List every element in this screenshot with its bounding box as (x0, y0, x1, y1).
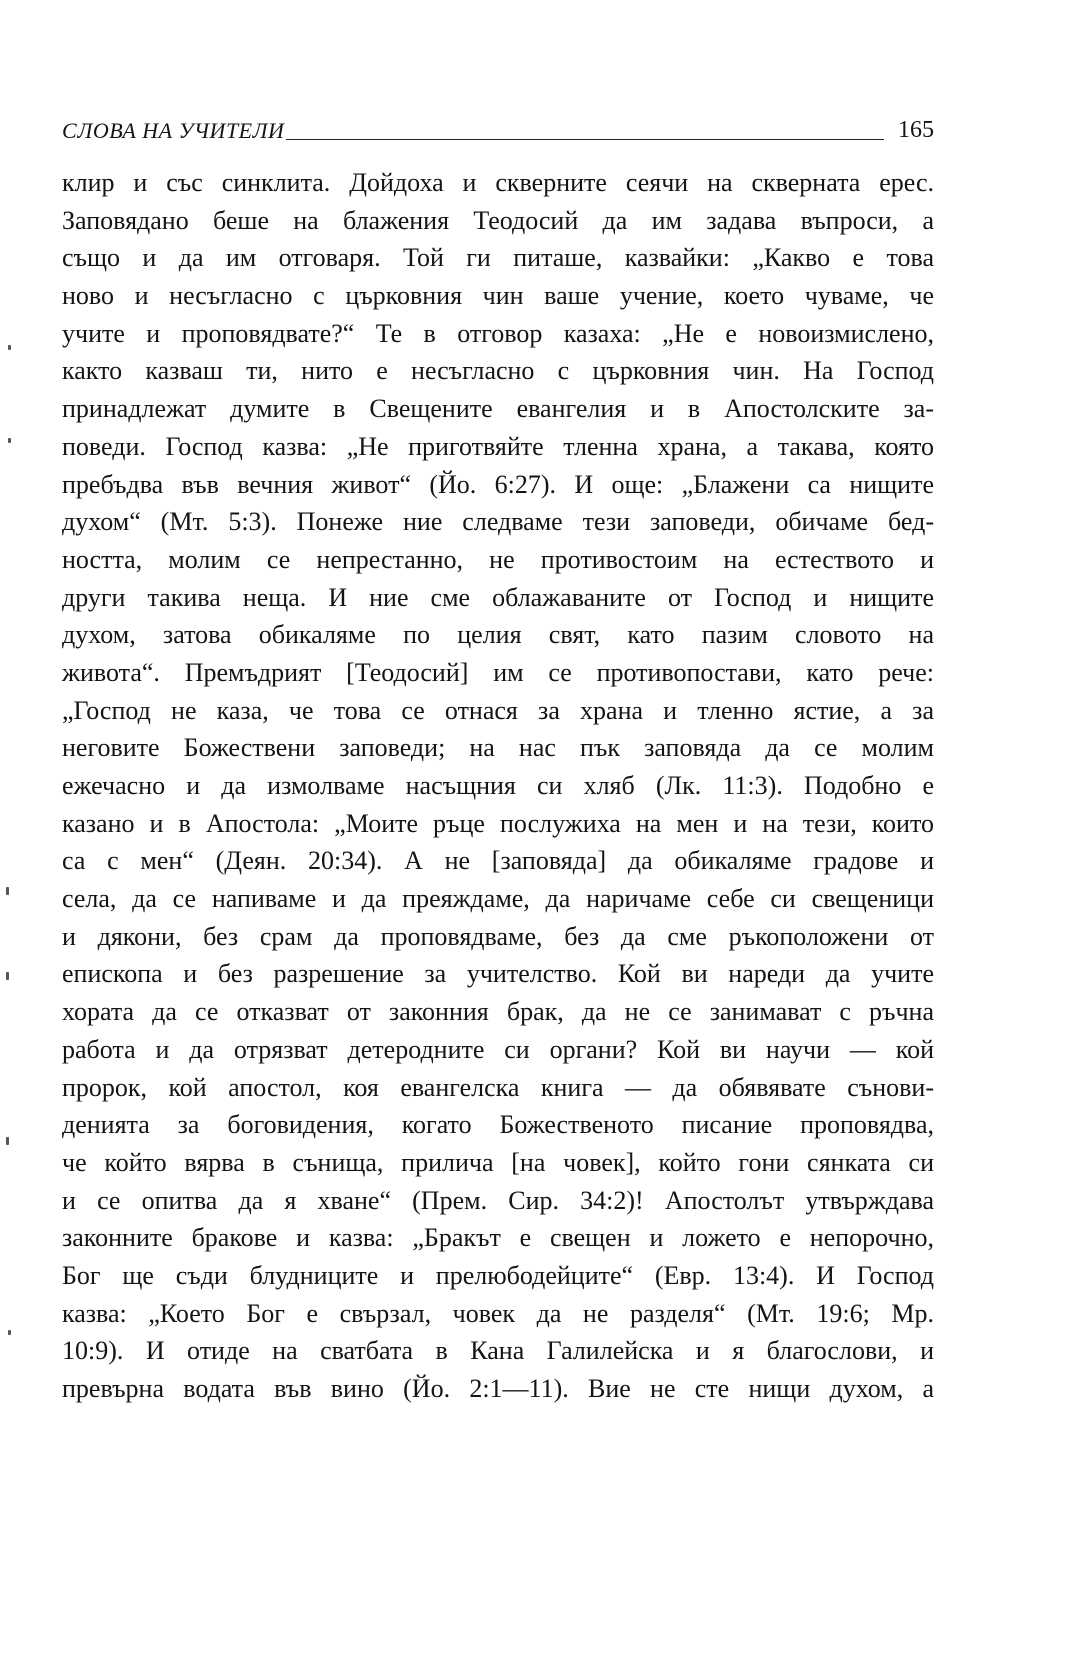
scan-speck (6, 972, 9, 980)
text-line: Заповядано беше на блажения Теодосий да им задава въпроси, а (62, 205, 934, 235)
text-line: също и да им отговаря. Той ги питаше, казвайки: „Какво е това (62, 243, 934, 273)
scan-speck (6, 887, 9, 895)
text-line: че който вярва в сънища, прилича [на човек], който гони сянката си (62, 1147, 934, 1177)
text-line: са с мен“ (Деян. 20:34). А не [заповяда] да обикаляме градове и (62, 846, 934, 876)
text-line: както казваш ти, нито е несъгласно с църковния чин. На Господ (62, 356, 934, 386)
page-number: 165 (898, 117, 934, 143)
text-line: законните бракове и казва: „Бракът е свещен и ложето е непорочно, (62, 1223, 934, 1253)
text-line: села, да се напиваме и да преяждаме, да наричаме себе си свещеници (62, 884, 934, 914)
text-line: и се опитва да я хване“ (Прем. Сир. 34:2)! Апостолът утвърждава (62, 1185, 934, 1215)
scan-speck (8, 438, 11, 443)
text-line: и дякони, без срам да проповядваме, без да сме ръкоположени от (62, 921, 934, 951)
text-line: работа и да отрязват детеродните си органи? Кой ви научи — кой (62, 1034, 934, 1064)
running-title: СЛОВА НА УЧИТЕЛИ (62, 118, 285, 143)
text-line: пребъдва във вечния живот“ (Йо. 6:27). И още: „Блажени са нищите (62, 469, 934, 499)
text-line: поведи. Господ казва: „Не приготвяйте тленна храна, а такава, която (62, 431, 934, 461)
text-line: Бог ще съди блудниците и прелюбодейците“ (Евр. 13:4). И Господ (62, 1260, 934, 1290)
text-line: 10:9). И отиде на сватбата в Кана Галилейска и я благослови, и (62, 1336, 934, 1366)
text-line: учите и проповядвате?“ Те в отговор казаха: „Не е новоизмислено, (62, 318, 934, 348)
text-line: живота“. Премъдрият [Теодосий] им се противопостави, като рече: (62, 657, 934, 687)
header-rule (286, 139, 884, 140)
text-line: принадлежат думите в Свещените евангелия и в Апостолските за- (62, 394, 934, 424)
scan-speck (8, 1330, 11, 1335)
text-line: ново и несъгласно с църковния чин ваше учение, което чуваме, че (62, 281, 934, 311)
text-line: епископа и без разрешение за учителство. Кой ви нареди да учите (62, 959, 934, 989)
text-line: хората да се отказват от законния брак, да не се занимават с ръчна (62, 997, 934, 1027)
text-line: други такива неща. И ние сме облажаваните от Господ и нищите (62, 582, 934, 612)
body-text (62, 164, 934, 1408)
text-line: ежечасно и да измолваме насъщния си хляб (Лк. 11:3). Подобно е (62, 771, 934, 800)
text-line: пророк, кой апостол, коя евангелска книга — да обявявате сънови- (62, 1072, 934, 1102)
scan-speck (6, 1137, 9, 1145)
text-line: ността, молим се непрестанно, не противостоим на естеството и (62, 544, 934, 574)
text-line: неговите Божествени заповеди; на нас пък заповяда да се молим (62, 733, 934, 763)
text-line: духом“ (Мт. 5:3). Понеже ние следваме тези заповеди, обичаме бед- (62, 507, 934, 537)
running-head (62, 108, 934, 142)
text-line: превърна водата във вино (Йо. 2:1—11). Вие не сте нищи духом, а (62, 1374, 934, 1403)
text-line: духом, затова обикаляме по целия свят, като пазим словото на (62, 620, 934, 650)
text-line: „Господ не каза, че това се отнася за храна и тленно ястие, а за (62, 695, 934, 725)
text-line: клир и със синклита. Дойдоха и скверните сеячи на скверната ерес. (62, 168, 934, 197)
text-line: денията за боговидения, когато Божественото писание проповядва, (62, 1110, 934, 1140)
text-line: казано и в Апостола: „Моите ръце послужиха на мен и на тези, които (62, 808, 934, 838)
scan-speck (8, 345, 11, 350)
text-line: казва: „Което Бог е свързал, човек да не разделя“ (Мт. 19:6; Мр. (62, 1298, 934, 1328)
